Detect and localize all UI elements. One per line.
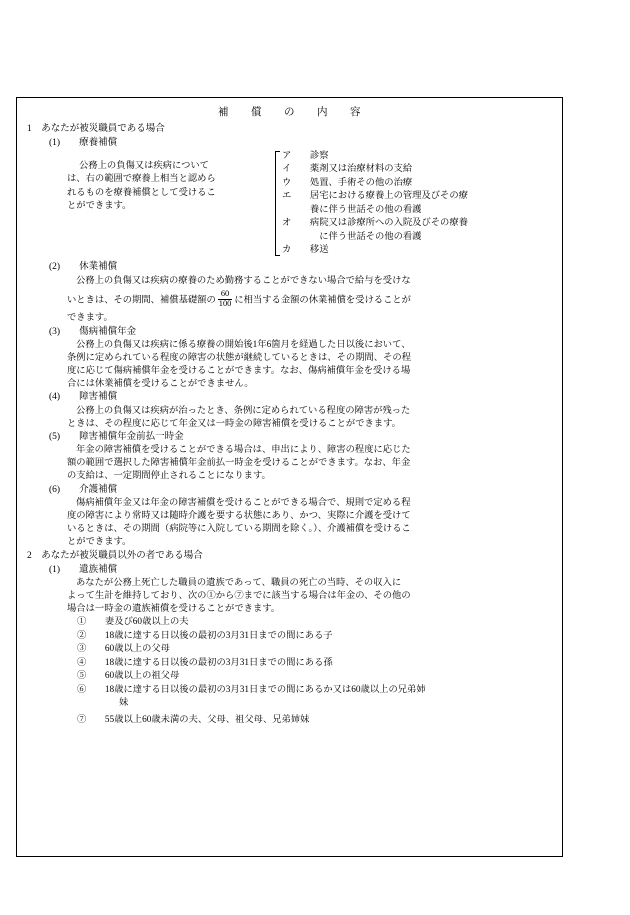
paragraph-line: 条例に定められている程度の障害の状態が継続しているときは、その期間、その程 (67, 352, 411, 363)
paragraph-line: 公務上の負傷又は疾病が治ったとき、条例に定められている程度の障害が残った (76, 405, 411, 416)
paragraph-line: 公務上の負傷又は疾病の療養のため勤務することができない場合で給与を受けな (76, 275, 411, 286)
list-item: ③ 60歳以上の父母 (77, 644, 170, 655)
paragraph-line: 合には休業補償を受けることができません。 (67, 379, 254, 390)
item-1-1 (49, 137, 552, 258)
treatment-lead-line-1: 公務上の負傷又は疾病について (79, 160, 209, 171)
item-1-5-body (67, 444, 552, 484)
item-1-6-label: (6) 介護補償 (49, 484, 118, 495)
paragraph-line: とができます。 (67, 537, 132, 548)
treatment-lead-line-4: とができます。 (67, 201, 132, 212)
fraction-lead-text: いときは、その期間、補償基礎額の (67, 295, 216, 306)
paragraph-line: ときは、その程度に応じて年金又は一時金の障害補償を受けることができます。 (67, 418, 401, 429)
section-1-heading: 1 あなたが被災職員である場合 (27, 124, 165, 135)
fraction-denominator: 100 (218, 298, 232, 308)
item-1-3-body (67, 339, 552, 392)
item-1-4-body (67, 405, 552, 431)
brace-icon (271, 150, 281, 258)
fraction-60-over-100 (218, 290, 233, 309)
list-item: エ 居宅における療養上の管理及びその療 (282, 191, 468, 202)
section-2 (27, 550, 552, 727)
paragraph-line: 場合は一時金の遺族補償を受けることができます。 (67, 604, 281, 615)
list-item: ④ 18歳に達する日以後の最初の3月31日までの間にある孫 (77, 657, 333, 668)
item-1-6-body (67, 497, 552, 550)
fraction-numerator: 60 (220, 288, 230, 298)
item-1-4 (49, 391, 552, 430)
item-1-3 (49, 326, 552, 392)
survivor-eligibility-list (77, 616, 552, 727)
item-1-2 (49, 261, 552, 325)
paragraph-line: 度に応じて傷病補償年金を受けることができます。なお、傷病補償年金を受ける場 (67, 366, 411, 377)
item-2-1 (49, 564, 552, 727)
item-1-5-label: (5) 障害補償年金前払一時金 (49, 431, 184, 442)
item-1-5 (49, 431, 552, 484)
paragraph-line: いるときは、その期間（病院等に入院している期間を除く。）、介護補償を受けるこ (67, 524, 411, 535)
paragraph-line-with-fraction (67, 288, 552, 310)
item-1-2-body (67, 275, 552, 326)
paragraph-line: 傷病補償年金又は年金の障害補償を受けることができる場合で、規則で定める程 (76, 497, 411, 508)
treatment-lead-line-3: れるものを療養補償として受けるこ (67, 187, 216, 198)
paragraph-line: 年金の障害補償を受けることができる場合は、申出により、障害の程度に応じた (76, 445, 411, 456)
list-item-continuation: 養に伴う世話その他の看護 (282, 204, 422, 215)
list-item: ① 妻及び60歳以上の夫 (77, 617, 189, 628)
list-item: ア 診察 (282, 150, 329, 161)
list-item-continuation: に伴う世話その他の看護 (282, 231, 422, 242)
paragraph-line: 度の障害により常時又は随時介護を要する状態にあり、かつ、実際に介護を受けて (67, 510, 411, 521)
item-2-1-body (67, 577, 552, 617)
list-item: ⑦ 55歳以上60歳未満の夫、父母、祖父母、兄弟姉妹 (77, 714, 310, 725)
item-1-2-label: (2) 休業補償 (49, 262, 118, 273)
paragraph-line: あなたが公務上死亡した職員の遺族であって、職員の死亡の当時、その収入に (76, 577, 402, 588)
list-item: ⑥ 18歳に達する日以後の最初の3月31日までの間にあるか又は60歳以上の兄弟姉 (77, 684, 426, 695)
section-2-heading: 2 あなたが被災職員以外の者である場合 (27, 551, 203, 562)
list-item: オ 病院又は診療所への入院及びその療養 (282, 218, 468, 229)
list-item: イ 薬剤又は治療材料の支給 (282, 164, 413, 175)
treatment-scope-list (282, 150, 552, 258)
treatment-lead-text (67, 150, 267, 258)
list-item: カ 移送 (282, 244, 329, 255)
paragraph-line: 額の範囲で選択した障害補償年金前払一時金を受けることができます。なお、年金 (67, 458, 411, 469)
paragraph-line: の支給は、一定期間停止されることになります。 (67, 471, 271, 482)
page-title: 補 償 の 内 容 (218, 107, 361, 118)
paragraph-line: よって生計を維持しており、次の①から⑦までに該当する場合は年金の、その他の (67, 590, 411, 601)
fraction-trail-text: に相当する金額の休業補償を受けることが (234, 295, 411, 306)
list-item-continuation: 妹 (119, 698, 129, 709)
list-item: ⑤ 60歳以上の祖父母 (77, 671, 180, 682)
document-frame (16, 97, 563, 857)
item-1-4-label: (4) 障害補償 (49, 392, 118, 403)
item-1-3-label: (3) 傷病補償年金 (49, 326, 137, 337)
item-2-1-label: (1) 遺族補償 (49, 564, 118, 575)
list-item: ウ 処置、手術その他の治療 (282, 177, 413, 188)
item-1-6 (49, 484, 552, 550)
paragraph-line: できます。 (67, 313, 113, 324)
paragraph-line: 公務上の負傷又は疾病に係る療養の開始後1年6箇月を経過した日以後において、 (76, 339, 411, 350)
section-1 (27, 123, 552, 549)
item-1-1-label: (1) 療養補償 (49, 137, 118, 148)
treatment-compensation-block (67, 150, 552, 258)
treatment-lead-line-2: は、右の範囲で療養上相当と認めら (67, 174, 216, 185)
list-item: ② 18歳に達する日以後の最初の3月31日までの間にある子 (77, 630, 333, 641)
